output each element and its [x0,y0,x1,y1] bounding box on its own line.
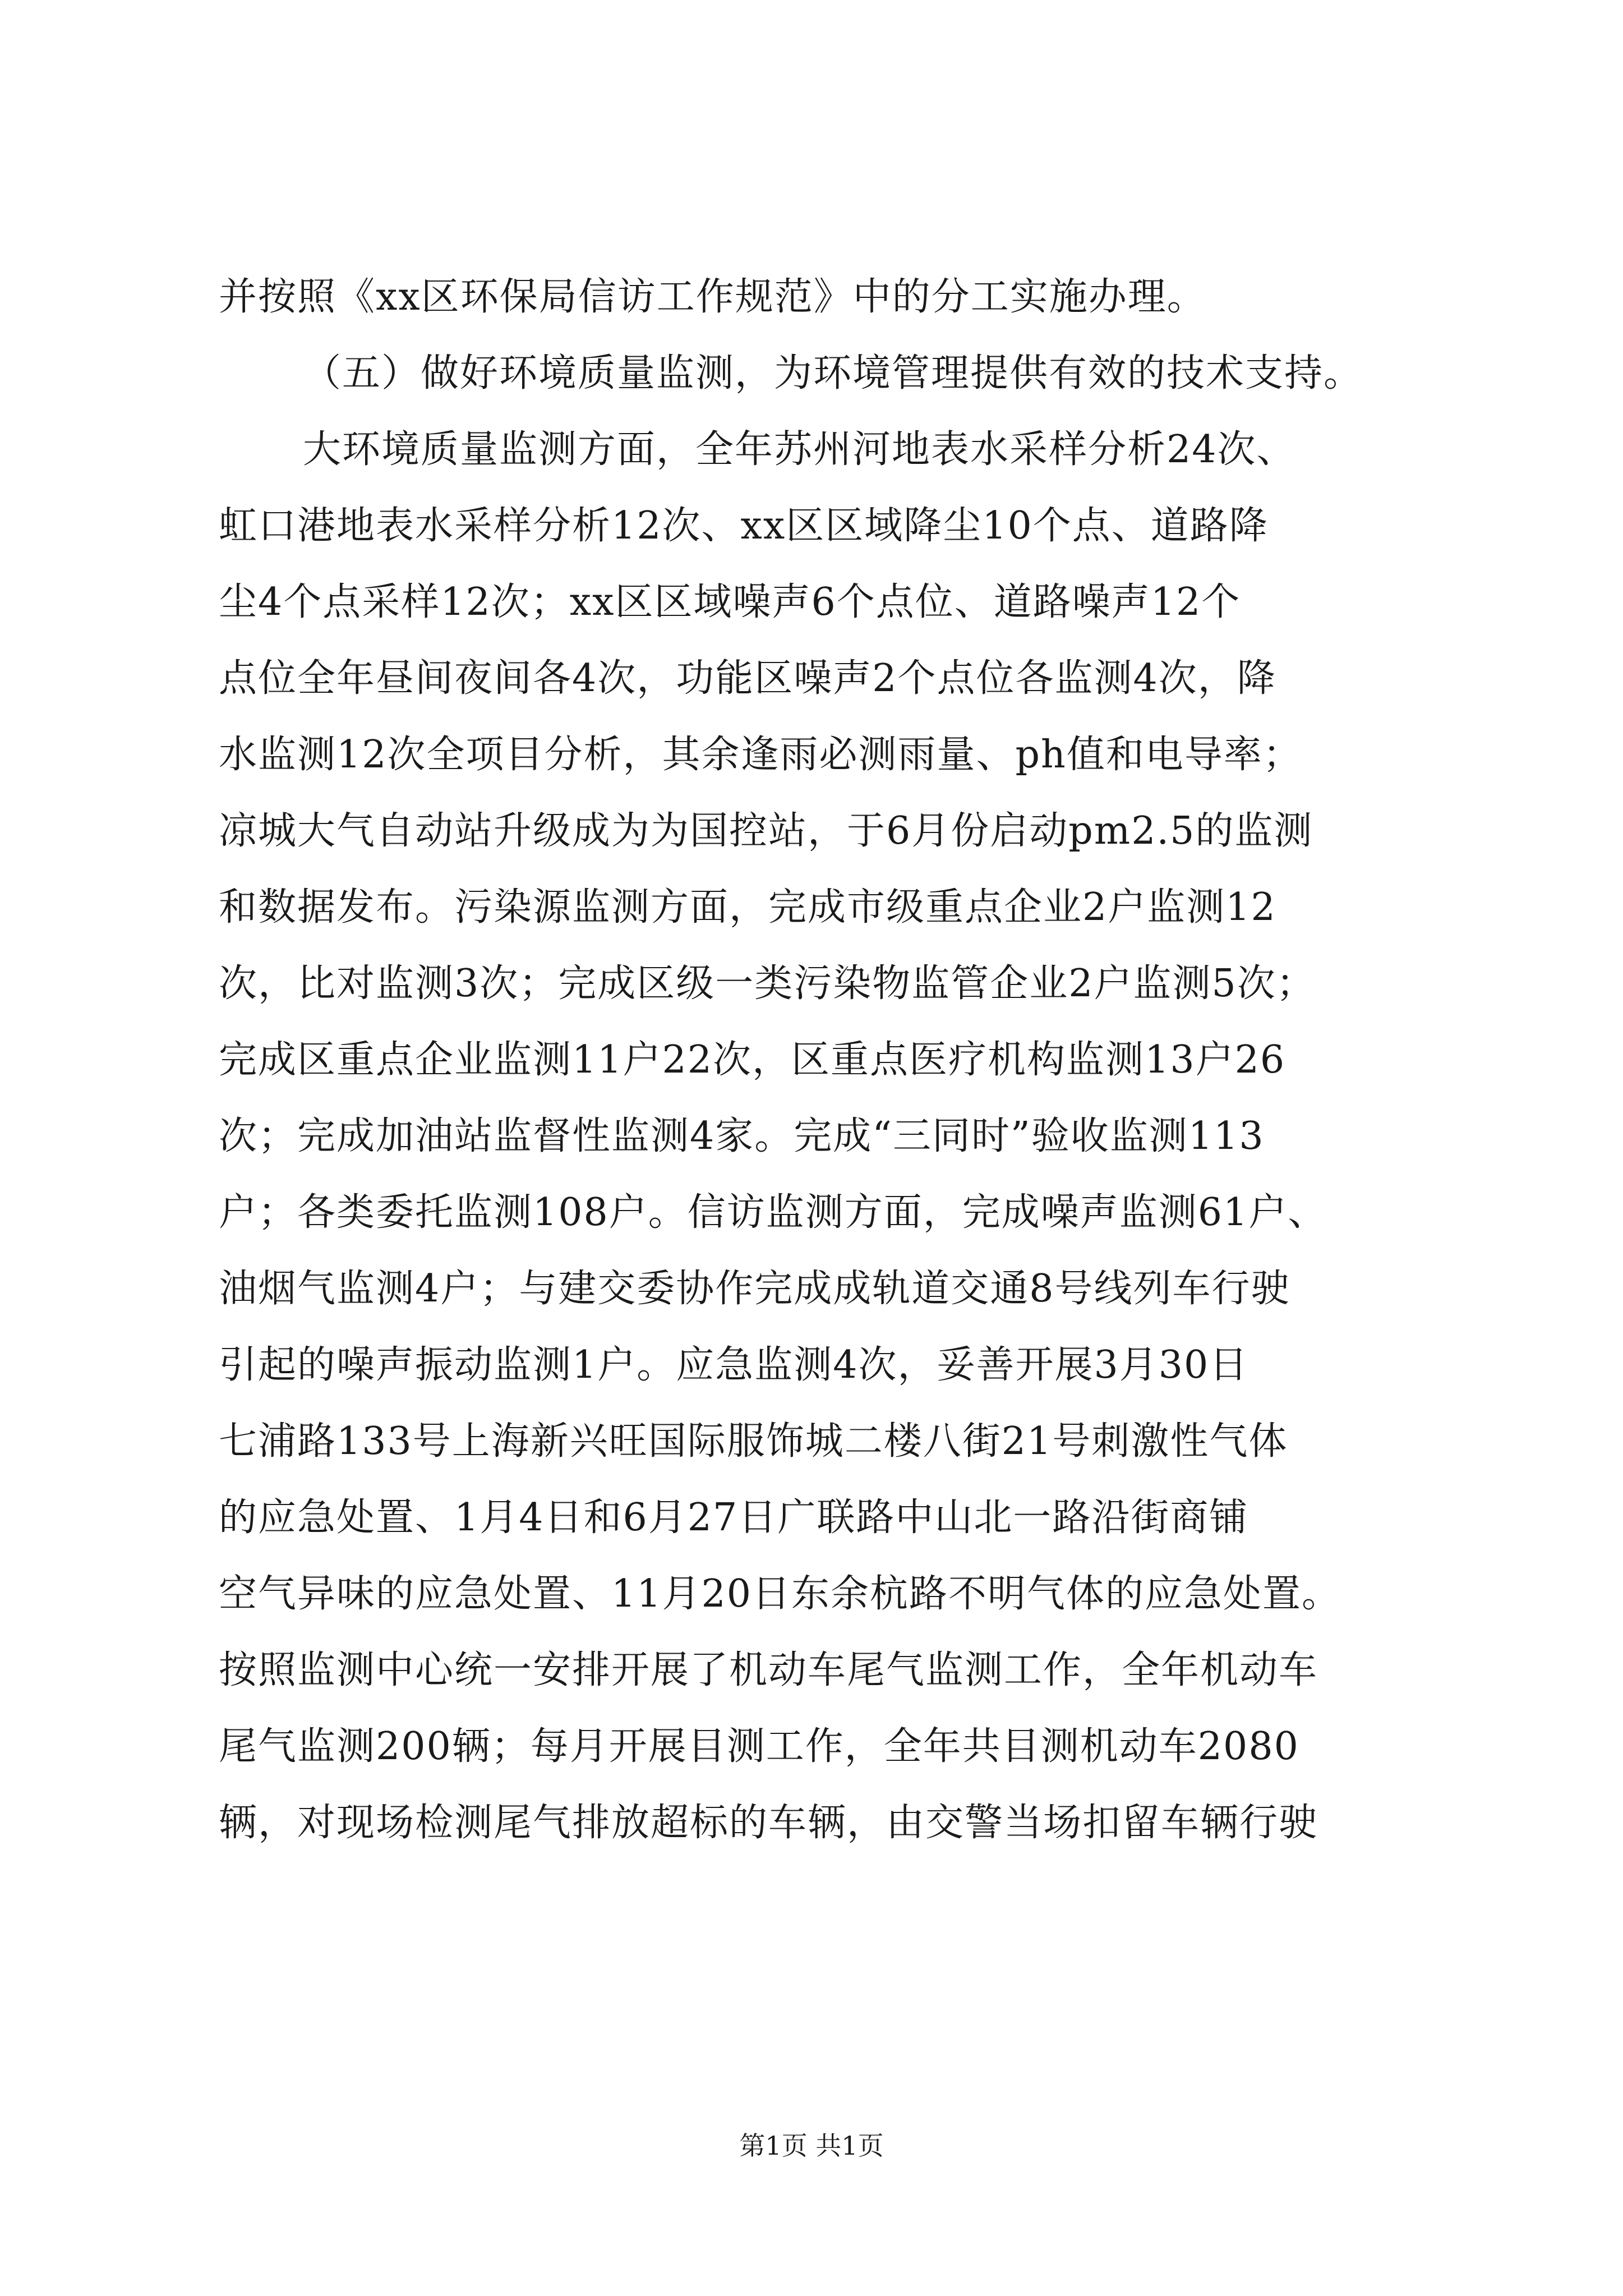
text-line: 空气异味的应急处置、11月20日东余杭路不明气体的应急处置。 [219,1572,1341,1616]
text-line: 的应急处置、1月4日和6月27日广联路中山北一路沿街商铺 [219,1496,1249,1540]
text-line: 按照监测中心统一安排开展了机动车尾气监测工作，全年机动车 [219,1648,1318,1692]
page-number-label: 第1页 共1页 [739,2131,884,2161]
text-line: 和数据发布。污染源监测方面，完成市级重点企业2户监测12 [219,885,1276,930]
text-line: 并按照《xx区环保局信访工作规范》中的分工实施办理。 [219,275,1206,319]
text-line: 七浦路133号上海新兴旺国际服饰城二楼八街21号刺激性气体 [219,1419,1288,1464]
text-line: 次，比对监测3次；完成区级一类污染物监管企业2户监测5次； [219,961,1316,1006]
text-line: 引起的噪声振动监测1户。应急监测4次，妥善开展3月30日 [219,1343,1249,1387]
text-line: 尾气监测200辆；每月开展目测工作，全年共目测机动车2080 [219,1724,1299,1769]
text-line: 油烟气监测4户；与建交委协作完成成轨道交通8号线列车行驶 [219,1267,1290,1311]
text-line: 户；各类委托监测108户。信访监测方面，完成噪声监测61户、 [219,1190,1327,1235]
page-footer [0,2129,1623,2162]
paragraph-first-line: 大环境质量监测方面，全年苏州河地表水采样分析24次、 [303,427,1296,472]
text-line: 完成区重点企业监测11户22次，区重点医疗机构监测13户26 [219,1038,1286,1082]
text-line: 次；完成加油站监督性监测4家。完成“三同时”验收监测113 [219,1114,1265,1158]
text-line: 水监测12次全项目分析，其余逢雨必测雨量、ph值和电导率； [219,733,1302,777]
text-line: 点位全年昼间夜间各4次，功能区噪声2个点位各监测4次，降 [219,656,1276,701]
section-heading: （五）做好环境质量监测，为环境管理提供有效的技术支持。 [303,351,1363,395]
text-line: 虹口港地表水采样分析12次、xx区区域降尘10个点、道路降 [219,504,1269,548]
document-body [219,259,1424,1861]
text-line: 辆，对现场检测尾气排放超标的车辆，由交警当场扣留车辆行驶 [219,1801,1318,1845]
text-line: 凉城大气自动站升级成为为国控站，于6月份启动pm2.5的监测 [219,809,1313,853]
text-line: 尘4个点采样12次；xx区区域噪声6个点位、道路噪声12个 [219,580,1241,624]
